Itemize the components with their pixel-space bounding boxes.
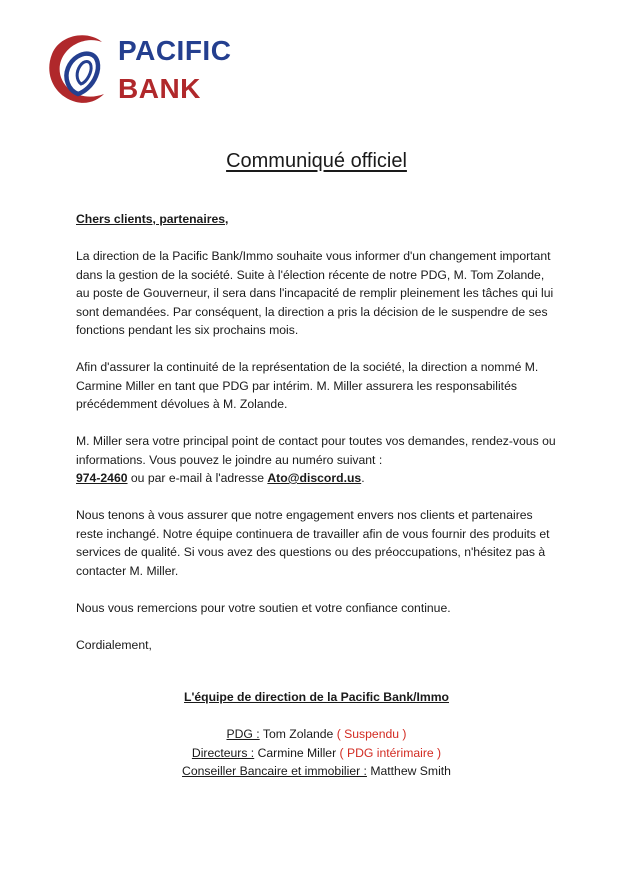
pdg-label: PDG : (226, 727, 260, 741)
directors-name: Carmine Miller (254, 745, 340, 760)
email-address[interactable]: Ato@discord.us (267, 471, 362, 485)
paragraph-thanks: Nous vous remercions pour votre soutien et votre confiance continue. (76, 600, 451, 615)
contact-end: . (361, 471, 365, 485)
letter-body (76, 210, 561, 673)
phone-number[interactable]: 974-2460 (76, 471, 128, 485)
team-name: L'équipe de direction de la Pacific Bank/Immo (184, 690, 449, 704)
paragraph-interim-appointment: Afin d'assurer la continuité de la représentation de la société, la direction a nommé M. Carmine Miller en tant que PDG par intérim. M. Miller assurera les responsabilités précédemment dévolues à M. Zolande. (76, 360, 539, 411)
greeting: Chers clients, partenaires, (76, 212, 229, 226)
pdg-status: ( Suspendu ) (336, 727, 407, 741)
contact-intro: M. Miller sera votre principal point de contact pour toutes vos demandes, rendez-vous ou informations. Vous pouvez le joindre au numéro suivant : (76, 434, 556, 467)
signature-block (0, 688, 633, 781)
advisor-name: Matthew Smith (366, 764, 451, 778)
paragraph-contact (76, 432, 561, 488)
signature-advisor (0, 762, 633, 781)
logo-wordmark-bank: BANK (118, 73, 201, 104)
document-title: Communiqué officiel (226, 150, 407, 172)
signature-directors (0, 744, 633, 763)
signature-pdg (0, 725, 633, 744)
bank-logo (44, 32, 244, 108)
closing: Cordialement, (76, 637, 152, 652)
advisor-label: Conseiller Bancaire et immobilier : (182, 764, 367, 778)
logo-wordmark-pacific: PACIFIC (118, 35, 232, 66)
bank-emblem-icon (44, 32, 116, 108)
paragraph-commitment: Nous tenons à vous assurer que notre engagement envers nos clients et partenaires reste inchangé. Notre équipe continuera de travailler afin de vous fournir des produits et services de qualité. Si vous avez des questions ou des préoccupations, n'hésitez pas à contacter M. Miller. (76, 508, 550, 578)
directors-status: ( PDG intérimaire ) (339, 745, 442, 760)
contact-mid: ou par e-mail à l'adresse (127, 471, 268, 485)
directors-label: Directeurs : (191, 745, 255, 760)
paragraph-announcement: La direction de la Pacific Bank/Immo souhaite vous informer d'un changement important dans la gestion de la société. Suite à l'élection récente de notre PDG, M. Tom Zolande, au poste de Gouverneur, il sera dans l'incapacité de remplir pleinement les tâches qui lui sont demandées. Par conséquent, la direction a pris la décision de le suspendre de ses fonctions pendant les six prochains mois. (76, 249, 554, 337)
pdg-name: Tom Zolande (259, 727, 337, 741)
